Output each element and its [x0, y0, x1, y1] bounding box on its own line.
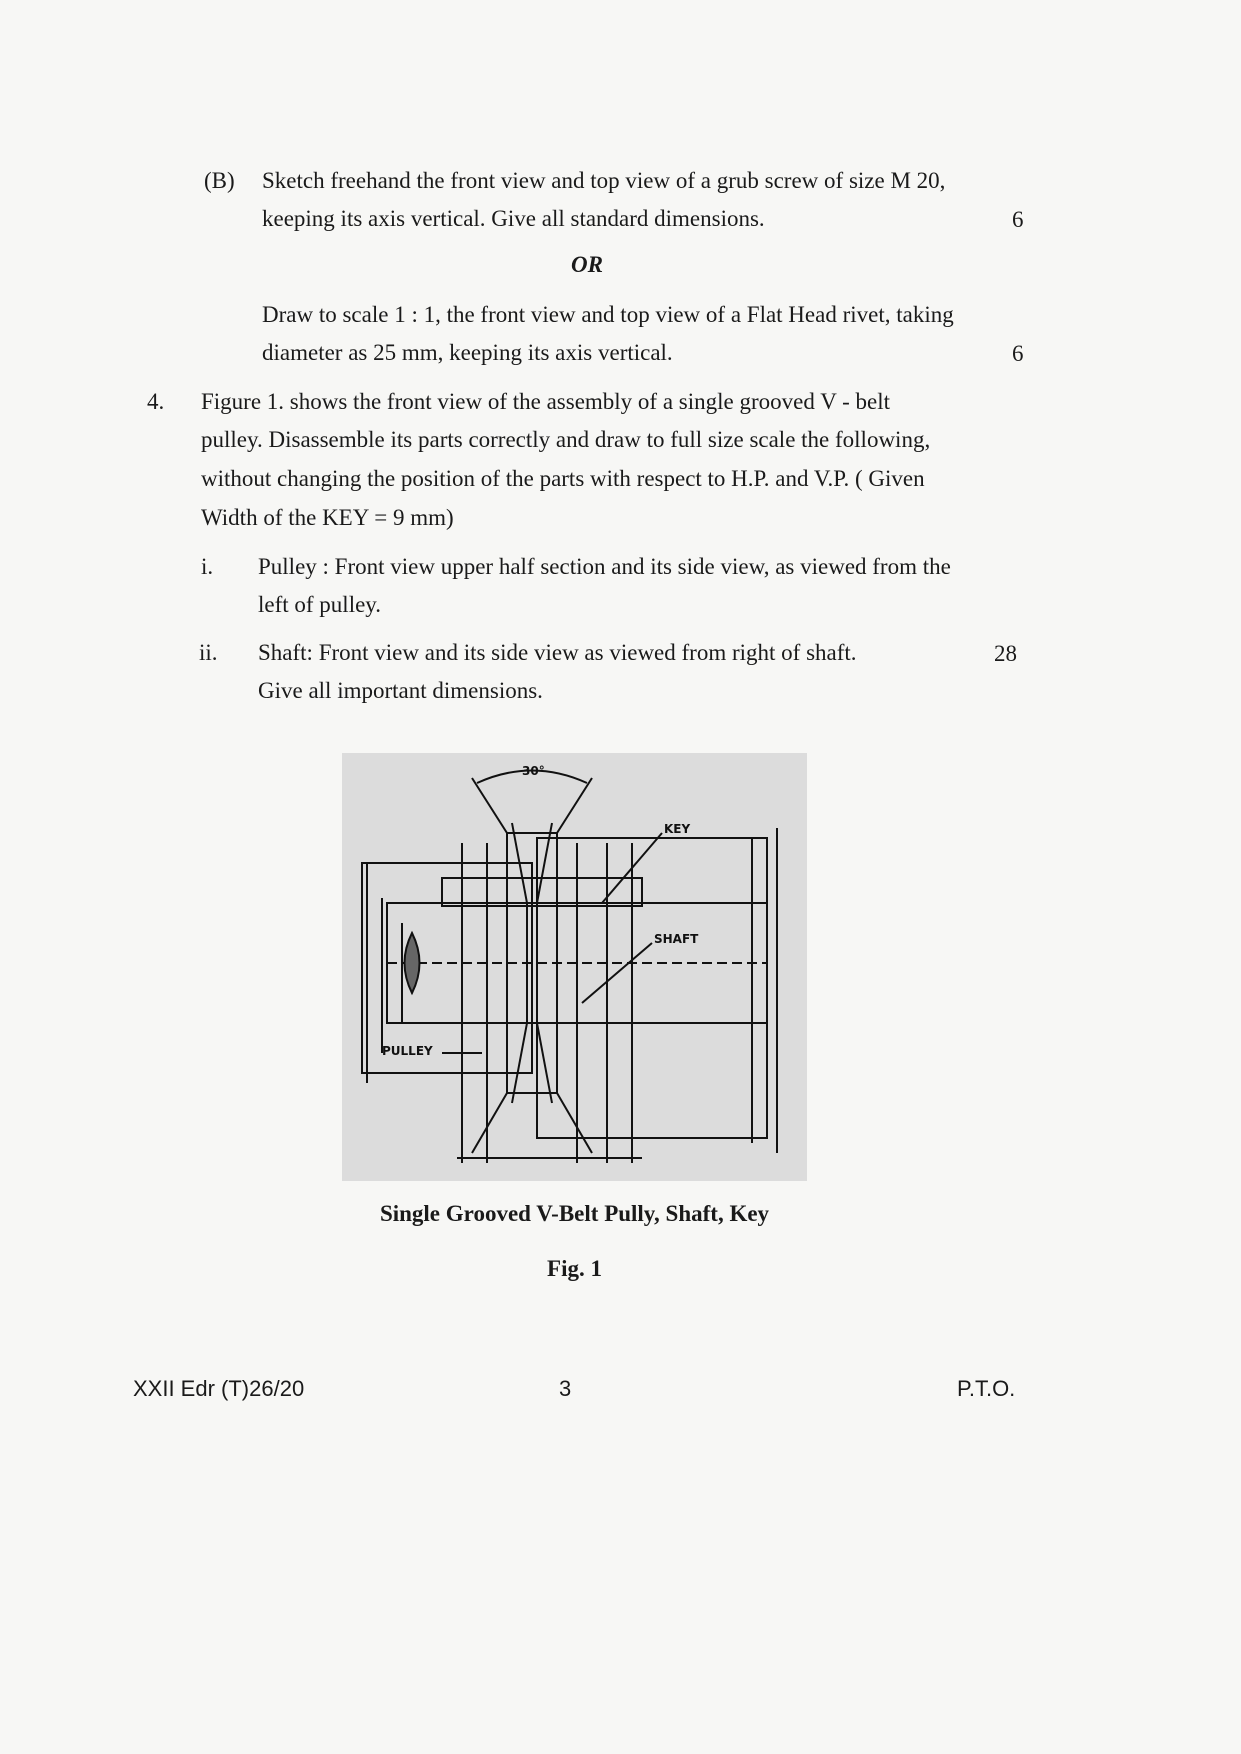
- q4-item-ii-label: ii.: [199, 640, 218, 665]
- q4-number: 4.: [147, 389, 165, 414]
- footer-paper-code: XXII Edr (T)26/20: [133, 1376, 305, 1401]
- q4-line-3: without changing the position of the parts with respect to H.P. and V.P. ( Given: [201, 466, 925, 491]
- q3b-alt-line-2: diameter as 25 mm, keeping its axis vertical.: [262, 340, 673, 365]
- pulley-assembly-svg: [342, 753, 807, 1181]
- q3b-marks: 6: [1012, 207, 1024, 232]
- q4-line-2: pulley. Disassemble its parts correctly and draw to full size scale the following,: [201, 427, 931, 452]
- footer-page-number: 3: [559, 1376, 572, 1401]
- key-label: KEY: [664, 822, 691, 836]
- q4-item-i-label: i.: [201, 554, 214, 579]
- q3b-alt-marks: 6: [1012, 341, 1024, 366]
- q3b-alt-line-1: Draw to scale 1 : 1, the front view and top view of a Flat Head rivet, taking: [262, 302, 954, 327]
- angle-label: 30°: [522, 764, 545, 778]
- figure-label: Fig. 1: [547, 1256, 602, 1281]
- footer-pto: P.T.O.: [957, 1376, 1016, 1401]
- q3b-label: (B): [204, 168, 235, 193]
- figure-caption: Single Grooved V-Belt Pully, Shaft, Key: [379, 1201, 770, 1226]
- figure-1-drawing: [342, 753, 807, 1181]
- q4-item-i-line-2: left of pulley.: [258, 592, 382, 617]
- shaft-label: SHAFT: [654, 932, 699, 946]
- q4-item-ii-line-1: Shaft: Front view and its side view as viewed from right of shaft.: [258, 640, 857, 665]
- q4-item-i-line-1: Pulley : Front view upper half section and its side view, as viewed from the: [258, 554, 951, 579]
- q3b-line-1: Sketch freehand the front view and top view of a grub screw of size M 20,: [262, 168, 946, 193]
- q4-line-1: Figure 1. shows the front view of the assembly of a single grooved V - belt: [201, 389, 891, 414]
- q3b-line-2: keeping its axis vertical. Give all standard dimensions.: [262, 206, 765, 231]
- q4-item-ii-line-2: Give all important dimensions.: [258, 678, 543, 703]
- q4-line-4: Width of the KEY = 9 mm): [201, 505, 454, 530]
- or-separator: OR: [571, 252, 603, 277]
- pulley-label: PULLEY: [382, 1044, 433, 1058]
- q4-marks: 28: [994, 641, 1017, 666]
